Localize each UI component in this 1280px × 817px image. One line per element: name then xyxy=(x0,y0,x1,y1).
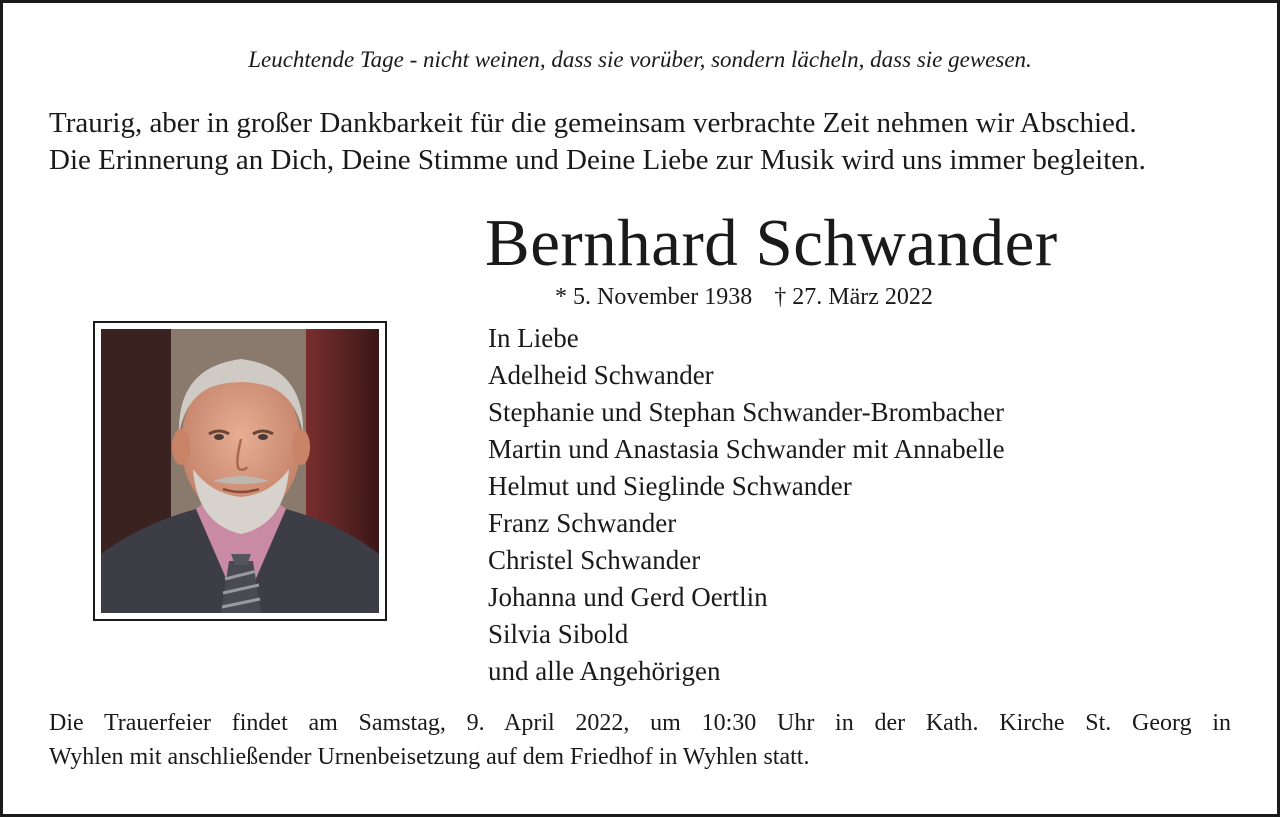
family-list-item: Helmut und Sieglinde Schwander xyxy=(488,471,852,501)
deceased-name: Bernhard Schwander xyxy=(485,206,1058,280)
service-info-line-2: Wyhlen mit anschließender Urnenbeisetzung auf dem Friedhof in Wyhlen statt. xyxy=(49,744,810,770)
service-info xyxy=(49,706,1231,774)
family-list-item: In Liebe xyxy=(488,323,579,353)
portrait-photo xyxy=(101,329,379,613)
family-list-item: Adelheid Schwander xyxy=(488,360,714,390)
family-list-item: Martin und Anastasia Schwander mit Annabelle xyxy=(488,434,1005,464)
death-date: † 27. März 2022 xyxy=(774,284,933,310)
family-list-item: Silvia Sibold xyxy=(488,619,629,649)
family-list-item: Franz Schwander xyxy=(488,508,677,538)
intro-text xyxy=(49,105,1233,179)
portrait-photo-frame xyxy=(93,321,387,621)
intro-line-2: Die Erinnerung an Dich, Deine Stimme und Deine Liebe zur Musik wird uns immer begleiten. xyxy=(49,144,1146,176)
birth-date: * 5. November 1938 xyxy=(555,284,753,310)
family-list-item: Christel Schwander xyxy=(488,545,701,575)
life-dates xyxy=(555,284,933,311)
family-list-item: und alle Angehörigen xyxy=(488,656,721,686)
service-info-line-1: Die Trauerfeier findet am Samstag, 9. April 2022, um 10:30 Uhr in der Kath. Kirche St. Georg in xyxy=(49,710,1231,736)
family-list-item: Stephanie und Stephan Schwander-Brombacher xyxy=(488,397,1005,427)
intro-line-1: Traurig, aber in großer Dankbarkeit für die gemeinsam verbrachte Zeit nehmen wir Abschied. xyxy=(49,107,1137,139)
family-list-item: Johanna und Gerd Oertlin xyxy=(488,582,768,612)
family-list xyxy=(488,320,1005,690)
quote-text: Leuchtende Tage - nicht weinen, dass sie vorüber, sondern lächeln, dass sie gewesen. xyxy=(248,47,1032,72)
